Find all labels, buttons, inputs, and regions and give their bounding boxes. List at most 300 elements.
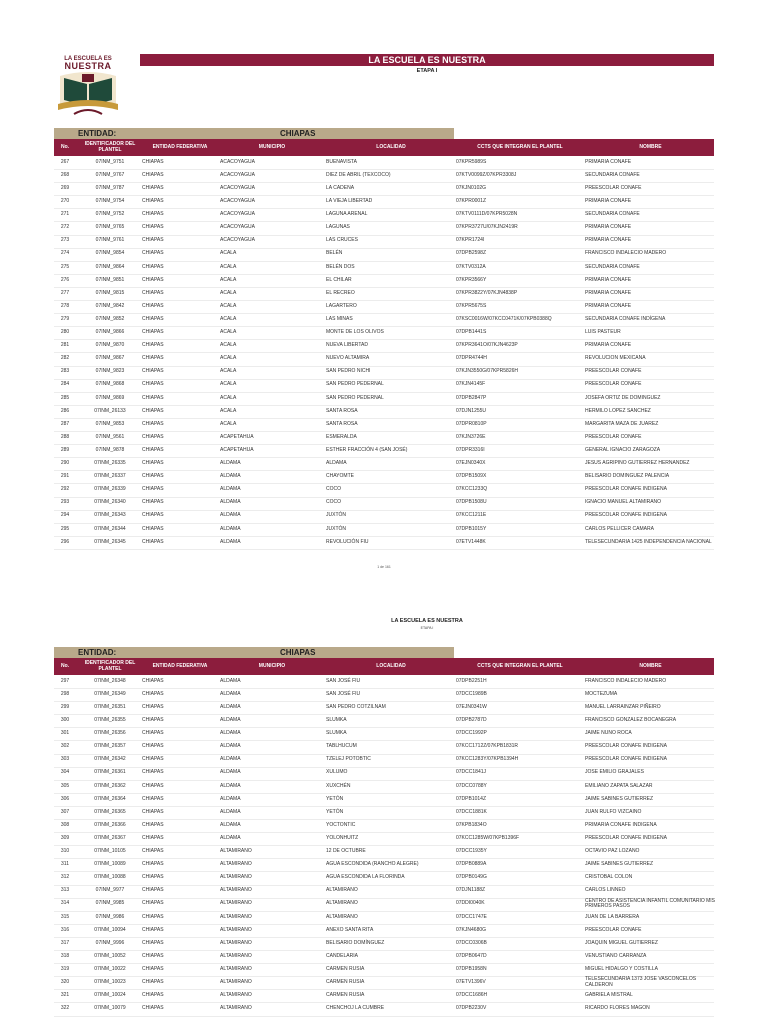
cell-nombre: PREESCOLAR CONAFE xyxy=(585,184,642,191)
cell-ccts: 07DPR4744H xyxy=(456,355,487,362)
cell-localidad: SAN PEDRO PEDERNAL xyxy=(326,394,384,401)
cell-no: 293 xyxy=(60,499,70,506)
cell-ccts: 07KPR3566Y xyxy=(456,276,487,283)
cell-nombre: CENTRO DE ASISTENCIA INFANTIL COMUNITARIO MIS PRIMEROS PASOS xyxy=(585,897,716,910)
cell-municipio: ALTAMIRANO xyxy=(220,979,252,986)
cell-localidad: YOCTONTIC xyxy=(326,821,356,828)
table-row xyxy=(54,182,714,196)
cell-identificador: 07INM_9842 xyxy=(95,302,125,309)
cell-localidad: YETÓN xyxy=(326,808,344,815)
cell-localidad: LAGUNAS xyxy=(326,224,350,231)
cell-entidad: CHIAPAS xyxy=(142,730,164,737)
table-row xyxy=(54,714,714,728)
cell-entidad: CHIAPAS xyxy=(142,250,164,257)
cell-municipio: ALDAMA xyxy=(220,795,241,802)
cell-ccts: 07DPB1014Z xyxy=(456,795,487,802)
cell-localidad: LAGARTERO xyxy=(326,302,357,309)
cell-localidad: TZELEJ POTOBTIC xyxy=(326,756,371,763)
cell-municipio: ACALA xyxy=(220,276,237,283)
cell-identificador: 07INM_9787 xyxy=(95,184,125,191)
cell-localidad: 12 DE OCTUBRE xyxy=(326,848,366,855)
table-row xyxy=(54,431,714,445)
cell-localidad: SANTA ROSA xyxy=(326,420,358,427)
cell-ccts: 07DCC0306B xyxy=(456,939,487,946)
cell-entidad: CHIAPAS xyxy=(142,368,164,375)
cell-municipio: ALTAMIRANO xyxy=(220,861,252,868)
cell-nombre: HERMILO LOPEZ SANCHEZ xyxy=(585,407,651,414)
table-row xyxy=(54,963,714,977)
table-row xyxy=(54,274,714,288)
cell-ccts: 07DPR3316I xyxy=(456,446,485,453)
cell-ccts: 07KPR3727U/07KJN2419R xyxy=(456,224,518,231)
cell-municipio: ALDAMA xyxy=(220,677,241,684)
cell-no: 312 xyxy=(60,874,70,881)
cell-identificador: 07INM_10088 xyxy=(94,874,126,881)
cell-municipio: ACALA xyxy=(220,315,237,322)
cell-no: 283 xyxy=(60,368,70,375)
cell-no: 315 xyxy=(60,913,70,920)
logo-line-2: NUESTRA xyxy=(64,61,112,71)
cell-ccts: 07DPB1015Y xyxy=(456,525,487,532)
cell-no: 294 xyxy=(60,512,70,519)
table-row xyxy=(54,418,714,432)
cell-municipio: ALDAMA xyxy=(220,756,241,763)
cell-ccts: 07KPR3641O/07KJN4623P xyxy=(456,342,518,349)
cell-ccts: 07DJN1255U xyxy=(456,407,487,414)
cell-no: 295 xyxy=(60,525,70,532)
cell-identificador: 07INM_26337 xyxy=(94,473,126,480)
cell-entidad: CHIAPAS xyxy=(142,342,164,349)
cell-no: 310 xyxy=(60,848,70,855)
cell-entidad: CHIAPAS xyxy=(142,184,164,191)
cell-municipio: ACACOYAGUA xyxy=(220,184,255,191)
cell-municipio: ACALA xyxy=(220,381,237,388)
cell-identificador: 07INM_26343 xyxy=(94,512,126,519)
table-row xyxy=(54,353,714,367)
cell-ccts: 07KJN3726E xyxy=(456,433,486,440)
cell-localidad: BUENAVISTA xyxy=(326,158,357,165)
header-nombre: NOMBRE xyxy=(639,143,662,150)
cell-municipio: ALDAMA xyxy=(220,782,241,789)
table-row xyxy=(54,885,714,899)
cell-ccts: 07ETV1448K xyxy=(456,538,486,545)
cell-municipio: ALTAMIRANO xyxy=(220,874,252,881)
cell-nombre: PREESCOLAR CONAFE INDIGENA xyxy=(585,512,667,519)
cell-no: 278 xyxy=(60,302,70,309)
cell-ccts: 07DPB2787D xyxy=(456,717,487,724)
cell-localidad: DIEZ DE ABRIL (TEXCOCO) xyxy=(326,171,391,178)
cell-nombre: JESUS AGRIPINO GUTIERREZ HERNANDEZ xyxy=(585,460,690,467)
cell-identificador: 07INM_9765 xyxy=(95,224,125,231)
cell-localidad: COCO xyxy=(326,499,341,506)
cell-ccts: 07DPB1958N xyxy=(456,965,487,972)
cell-entidad: CHIAPAS xyxy=(142,926,164,933)
entidad-label: ENTIDAD: xyxy=(78,648,117,657)
cell-nombre: PRIMARIA CONAFE xyxy=(585,302,632,309)
cell-nombre: JAIME SABINES GUTIERREZ xyxy=(585,795,654,802)
cell-localidad: LAGUNA ARENAL xyxy=(326,211,368,218)
cell-ccts: 07KTV0099Z/07KPR3308J xyxy=(456,171,517,178)
cell-ccts: 07DPB1509X xyxy=(456,473,487,480)
cell-entidad: CHIAPAS xyxy=(142,211,164,218)
cell-localidad: CHENCHOJ LA CUMBRE xyxy=(326,1005,385,1012)
cell-entidad: CHIAPAS xyxy=(142,158,164,165)
table-row xyxy=(54,287,714,301)
cell-identificador: 07INM_10052 xyxy=(94,952,126,959)
cell-identificador: 07INM_26348 xyxy=(94,677,126,684)
cell-municipio: ACALA xyxy=(220,394,237,401)
cell-no: 302 xyxy=(60,743,70,750)
cell-identificador: 07INM_26133 xyxy=(94,407,126,414)
cell-localidad: ALTAMIRANO xyxy=(326,913,358,920)
cell-nombre: TELESECUNDARIA 1373 JOSE VASCONCELOS CALDERON xyxy=(585,976,697,988)
page-2-title: LA ESCUELA ES NUESTRA xyxy=(391,618,463,624)
cell-no: 286 xyxy=(60,407,70,414)
cell-no: 318 xyxy=(60,952,70,959)
table-row xyxy=(54,392,714,406)
cell-municipio: ALDAMA xyxy=(220,690,241,697)
cell-localidad: LAS CRUCES xyxy=(326,237,358,244)
cell-nombre: JAIME SABINES GUTIERREZ xyxy=(585,861,654,868)
cell-municipio: ALTAMIRANO xyxy=(220,913,252,920)
cell-entidad: CHIAPAS xyxy=(142,939,164,946)
cell-ccts: 07KPR5989S xyxy=(456,158,487,165)
cell-nombre: RICARDO FLORES MAGON xyxy=(585,1005,650,1012)
cell-identificador: 07INM_9864 xyxy=(95,263,125,270)
table-row xyxy=(54,898,714,912)
cell-ccts: 07KJN4680G xyxy=(456,926,487,933)
cell-identificador: 07INM_9852 xyxy=(95,315,125,322)
cell-no: 301 xyxy=(60,730,70,737)
entidad-label: ENTIDAD: xyxy=(78,129,117,138)
table-row xyxy=(54,222,714,236)
cell-no: 273 xyxy=(60,237,70,244)
cell-no: 275 xyxy=(60,263,70,270)
cell-nombre: PRIMARIA CONAFE INDIGENA xyxy=(585,821,657,828)
cell-identificador: 07INM_10089 xyxy=(94,861,126,868)
cell-localidad: AGUA ESCONDIDA (RANCHO ALEGRE) xyxy=(326,861,419,868)
cell-nombre: CARLOS LINNEO xyxy=(585,887,626,894)
cell-localidad: XULUMO xyxy=(326,769,348,776)
table-row xyxy=(54,470,714,484)
cell-identificador: 07INM_26362 xyxy=(94,782,126,789)
cell-identificador: 07INM_26345 xyxy=(94,538,126,545)
cell-localidad: SAN JOSÉ FIU xyxy=(326,690,361,697)
cell-ccts: 07KSC0016W/07KCC0471K/07KPB0388Q xyxy=(456,315,552,322)
cell-municipio: ALDAMA xyxy=(220,808,241,815)
cell-nombre: PREESCOLAR CONAFE INDIGENA xyxy=(585,743,667,750)
cell-ccts: 07KCC1283Y/07KPB1394H xyxy=(456,756,519,763)
cell-identificador: 07INM_9854 xyxy=(95,250,125,257)
cell-localidad: CARMEN RUSIA xyxy=(326,965,365,972)
cell-identificador: 07INM_9767 xyxy=(95,171,125,178)
table-row xyxy=(54,937,714,951)
cell-ccts: 07KCC1233Q xyxy=(456,486,488,493)
cell-nombre: TELESECUNDARIA 1425 INDEPENDENCIA NACIONAL xyxy=(585,538,712,545)
cell-identificador: 07INM_10024 xyxy=(94,992,126,999)
table-row xyxy=(54,156,714,170)
cell-no: 297 xyxy=(60,677,70,684)
cell-identificador: 07INM_9878 xyxy=(95,446,125,453)
cell-no: 274 xyxy=(60,250,70,257)
cell-no: 300 xyxy=(60,717,70,724)
cell-identificador: 07INM_26366 xyxy=(94,821,126,828)
cell-nombre: GENERAL IGNACIO ZARAGOZA xyxy=(585,446,661,453)
table-row xyxy=(54,819,714,833)
table-row xyxy=(54,339,714,353)
cell-entidad: CHIAPAS xyxy=(142,315,164,322)
cell-entidad: CHIAPAS xyxy=(142,263,164,270)
cell-identificador: 07INM_9561 xyxy=(95,433,125,440)
table-row xyxy=(54,169,714,183)
cell-localidad: CARMEN RUSIA xyxy=(326,992,365,999)
cell-nombre: PREESCOLAR CONAFE INDIGENA xyxy=(585,834,667,841)
cell-municipio: ACAPETAHUA xyxy=(220,446,254,453)
cell-entidad: CHIAPAS xyxy=(142,808,164,815)
cell-municipio: ACAPETAHUA xyxy=(220,433,254,440)
entidad-value: CHIAPAS xyxy=(280,648,316,657)
cell-ccts: 07DCC1935Y xyxy=(456,848,487,855)
cell-localidad: COCO xyxy=(326,486,341,493)
header-ccts: CCTS QUE INTEGRAN EL PLANTEL xyxy=(477,143,563,150)
cell-nombre: JAIME NUNO ROCA xyxy=(585,730,632,737)
cell-identificador: 07INM_9752 xyxy=(95,211,125,218)
cell-identificador: 07INM_9977 xyxy=(95,887,125,894)
cell-entidad: CHIAPAS xyxy=(142,743,164,750)
cell-entidad: CHIAPAS xyxy=(142,848,164,855)
table-row xyxy=(54,379,714,393)
cell-no: 270 xyxy=(60,198,70,205)
cell-municipio: ALTAMIRANO xyxy=(220,992,252,999)
cell-entidad: CHIAPAS xyxy=(142,433,164,440)
cell-ccts: 07KCC1285W/07KPB1396F xyxy=(456,834,520,841)
cell-municipio: ALDAMA xyxy=(220,486,241,493)
cell-entidad: CHIAPAS xyxy=(142,420,164,427)
cell-localidad: SAN JOSÉ FIU xyxy=(326,677,361,684)
cell-no: 319 xyxy=(60,965,70,972)
cell-municipio: ACACOYAGUA xyxy=(220,171,255,178)
cell-nombre: LUIS PASTEUR xyxy=(585,329,621,336)
cell-localidad: TABLHUCUM xyxy=(326,743,357,750)
cell-no: 287 xyxy=(60,420,70,427)
cell-identificador: 07INM_26335 xyxy=(94,460,126,467)
cell-nombre: PRIMARIA CONAFE xyxy=(585,289,632,296)
cell-nombre: PRIMARIA CONAFE xyxy=(585,158,632,165)
cell-entidad: CHIAPAS xyxy=(142,538,164,545)
cell-no: 298 xyxy=(60,690,70,697)
cell-no: 314 xyxy=(60,900,70,907)
cell-municipio: ALDAMA xyxy=(220,473,241,480)
table-row xyxy=(54,793,714,807)
cell-nombre: JUAN RULFO VIZCAINO xyxy=(585,808,642,815)
cell-nombre: JUAN DE LA BARRERA xyxy=(585,913,640,920)
cell-municipio: ACALA xyxy=(220,250,237,257)
cell-entidad: CHIAPAS xyxy=(142,703,164,710)
cell-entidad: CHIAPAS xyxy=(142,276,164,283)
cell-identificador: 07INM_26342 xyxy=(94,756,126,763)
cell-no: 299 xyxy=(60,703,70,710)
cell-ccts: 07DPB0647D xyxy=(456,952,487,959)
cell-localidad: NUEVO ALTAMIRA xyxy=(326,355,370,362)
cell-ccts: 07DPB1441S xyxy=(456,329,487,336)
table-row xyxy=(54,688,714,702)
cell-no: 282 xyxy=(60,355,70,362)
cell-ccts: 07DCC1841J xyxy=(456,769,487,776)
logo-line-1: LA ESCUELA ES xyxy=(64,56,112,62)
table-row xyxy=(54,976,714,990)
cell-no: 296 xyxy=(60,538,70,545)
cell-no: 308 xyxy=(60,821,70,828)
cell-localidad: SAN PEDRO NICHI xyxy=(326,368,371,375)
cell-municipio: ALTAMIRANO xyxy=(220,887,252,894)
cell-no: 292 xyxy=(60,486,70,493)
cell-localidad: SAN PEDRO COTZILNAM xyxy=(326,703,386,710)
cell-entidad: CHIAPAS xyxy=(142,171,164,178)
table-row xyxy=(54,858,714,872)
entidad-value: CHIAPAS xyxy=(280,129,316,138)
cell-identificador: 07INM_10023 xyxy=(94,979,126,986)
header-no: No. xyxy=(60,143,70,150)
cell-identificador: 07INM_9996 xyxy=(95,939,125,946)
cell-municipio: ACALA xyxy=(220,302,237,309)
cell-ccts: 07DCC1992P xyxy=(456,730,487,737)
header-ccts: CCTS QUE INTEGRAN EL PLANTEL xyxy=(477,662,563,669)
cell-ccts: 07KPB1834O xyxy=(456,821,487,828)
cell-localidad: ANEXO SANTA RITA xyxy=(326,926,374,933)
header-entidad: ENTIDAD FEDERATIVA xyxy=(152,662,208,669)
cell-localidad: YOLONHUITZ xyxy=(326,834,359,841)
cell-identificador: 07INM_26367 xyxy=(94,834,126,841)
cell-no: 305 xyxy=(60,782,70,789)
cell-ccts: 07DPB2598Z xyxy=(456,250,487,257)
cell-no: 268 xyxy=(60,171,70,178)
cell-entidad: CHIAPAS xyxy=(142,795,164,802)
cell-entidad: CHIAPAS xyxy=(142,499,164,506)
table-row xyxy=(54,366,714,380)
cell-municipio: ALDAMA xyxy=(220,460,241,467)
cell-municipio: ACACOYAGUA xyxy=(220,224,255,231)
cell-no: 277 xyxy=(60,289,70,296)
cell-localidad: EL CHILAR xyxy=(326,276,352,283)
cell-entidad: CHIAPAS xyxy=(142,329,164,336)
cell-municipio: ACALA xyxy=(220,355,237,362)
cell-entidad: CHIAPAS xyxy=(142,782,164,789)
cell-no: 269 xyxy=(60,184,70,191)
cell-localidad: YETÓN xyxy=(326,795,344,802)
cell-entidad: CHIAPAS xyxy=(142,512,164,519)
cell-ccts: 07KPR3822Y/07KJN4838P xyxy=(456,289,518,296)
cell-identificador: 07INM_26355 xyxy=(94,717,126,724)
table-row xyxy=(54,195,714,209)
cell-ccts: 07KTV0111D/07KPR5028N xyxy=(456,211,518,218)
cell-nombre: PREESCOLAR CONAFE xyxy=(585,433,642,440)
table-header xyxy=(54,658,714,675)
cell-ccts: 07KPR1724I xyxy=(456,237,485,244)
cell-localidad: JUXTÓN xyxy=(326,525,346,532)
cell-localidad: SANTA ROSA xyxy=(326,407,358,414)
cell-ccts: 07KPR5675S xyxy=(456,302,487,309)
cell-municipio: ALDAMA xyxy=(220,512,241,519)
table-row xyxy=(54,248,714,262)
table-row xyxy=(54,872,714,886)
cell-identificador: 07INM_26364 xyxy=(94,795,126,802)
entidad-bar xyxy=(54,128,454,139)
cell-localidad: ESMERALDA xyxy=(326,433,357,440)
cell-no: 279 xyxy=(60,315,70,322)
cell-entidad: CHIAPAS xyxy=(142,394,164,401)
cell-no: 311 xyxy=(61,861,69,868)
table-row xyxy=(54,754,714,768)
table-row xyxy=(54,510,714,524)
cell-no: 272 xyxy=(60,224,70,231)
cell-ccts: 07DPB0889A xyxy=(456,861,487,868)
cell-ccts: 07KCC1211E xyxy=(456,512,487,519)
cell-nombre: PREESCOLAR CONAFE xyxy=(585,368,642,375)
cell-no: 320 xyxy=(60,979,70,986)
cell-municipio: ALDAMA xyxy=(220,525,241,532)
cell-entidad: CHIAPAS xyxy=(142,887,164,894)
cell-municipio: ALDAMA xyxy=(220,717,241,724)
cell-entidad: CHIAPAS xyxy=(142,834,164,841)
document-stage: ETAPA I xyxy=(416,68,438,74)
cell-nombre: JOAQUIN MIGUEL GUTIERREZ xyxy=(585,939,658,946)
cell-entidad: CHIAPAS xyxy=(142,979,164,986)
cell-localidad: ALTAMIRANO xyxy=(326,887,358,894)
cell-no: 313 xyxy=(60,887,70,894)
cell-nombre: MARGARITA MAZA DE JUAREZ xyxy=(585,420,659,427)
header-entidad: ENTIDAD FEDERATIVA xyxy=(152,143,208,150)
cell-municipio: ACACOYAGUA xyxy=(220,211,255,218)
cell-municipio: ALTAMIRANO xyxy=(220,900,252,907)
cell-identificador: 07INM_9870 xyxy=(95,342,125,349)
header-identificador: IDENTIFICADOR DEL PLANTEL xyxy=(84,141,136,153)
header-municipio: MUNICIPIO xyxy=(258,143,286,150)
cell-localidad: EL RECREO xyxy=(326,289,355,296)
cell-no: 288 xyxy=(60,433,70,440)
cell-no: 306 xyxy=(60,795,70,802)
cell-localidad: NUEVA LIBERTAD xyxy=(326,342,368,349)
cell-no: 309 xyxy=(60,834,70,841)
table-row xyxy=(54,767,714,781)
cell-identificador: 07INM_9751 xyxy=(95,158,125,165)
cell-nombre: PREESCOLAR CONAFE INDIGENA xyxy=(585,486,667,493)
cell-localidad: ESTHER FRACCIÓN 4 (SAN JOSÉ) xyxy=(326,446,408,453)
cell-ccts: 07KPR0001Z xyxy=(456,198,487,205)
header-localidad: LOCALIDAD xyxy=(376,662,406,669)
cell-no: 316 xyxy=(60,926,70,933)
cell-entidad: CHIAPAS xyxy=(142,965,164,972)
cell-ccts: 07DCC1881K xyxy=(456,808,487,815)
cell-identificador: 07INM_10022 xyxy=(94,965,126,972)
cell-nombre: REVOLUCION MEXICANA xyxy=(585,355,646,362)
table-row xyxy=(54,523,714,537)
table-row xyxy=(54,675,714,689)
cell-municipio: ALDAMA xyxy=(220,538,241,545)
cell-no: 322 xyxy=(60,1005,70,1012)
table-row xyxy=(54,536,714,550)
cell-municipio: ACACOYAGUA xyxy=(220,158,255,165)
table-row xyxy=(54,989,714,1003)
cell-municipio: ALDAMA xyxy=(220,730,241,737)
cell-municipio: ACALA xyxy=(220,329,237,336)
cell-municipio: ACALA xyxy=(220,342,237,349)
cell-identificador: 07INM_9823 xyxy=(95,368,125,375)
cell-nombre: PREESCOLAR CONAFE INDIGENA xyxy=(585,756,667,763)
table-row xyxy=(54,208,714,222)
cell-no: 285 xyxy=(60,394,70,401)
cell-no: 271 xyxy=(60,211,70,218)
cell-localidad: LAS MINAS xyxy=(326,315,353,322)
